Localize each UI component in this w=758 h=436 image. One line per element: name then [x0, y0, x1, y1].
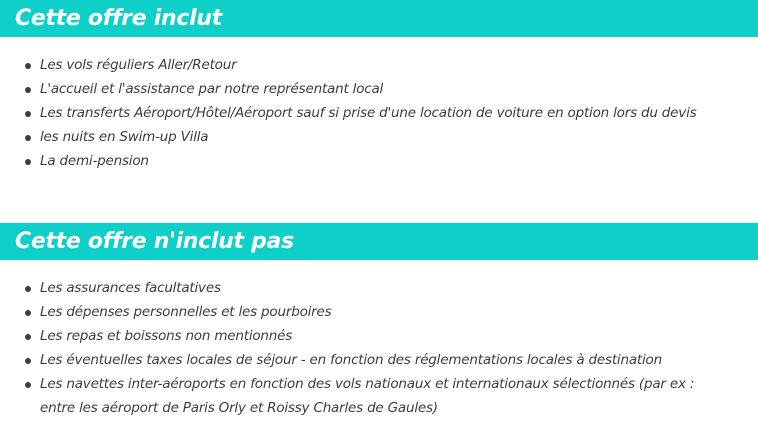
bullet-icon	[25, 63, 31, 69]
list-item	[0, 276, 758, 300]
list-item	[0, 125, 758, 149]
included-item-text: Les vols réguliers Aller/Retour	[40, 57, 237, 73]
list-item	[0, 348, 758, 372]
included-item-text: La demi-pension	[40, 153, 149, 169]
excluded-section	[0, 223, 758, 420]
excluded-item-text: Les navettes inter-aéroports en fonction des vols nationaux et internationaux sélectionnés (par ex : entre les aéroport de Paris Orly et Roissy Charles de Gaules)	[40, 376, 695, 416]
list-item	[0, 372, 758, 420]
excluded-item-text: Les dépenses personnelles et les pourboires	[40, 304, 332, 320]
included-section	[0, 0, 758, 173]
list-item	[0, 324, 758, 348]
included-item-text: Les transferts Aéroport/Hôtel/Aéroport sauf si prise d'une location de voiture en option lors du devis	[40, 105, 697, 121]
excluded-item-text: Les repas et boissons non mentionnés	[40, 328, 293, 344]
excluded-list	[0, 276, 758, 420]
included-item-text: L'accueil et l'assistance par notre représentant local	[40, 81, 384, 97]
included-item-text: les nuits en Swim-up Villa	[40, 129, 209, 145]
bullet-icon	[25, 111, 31, 117]
bullet-icon	[25, 334, 31, 340]
bullet-icon	[25, 286, 31, 292]
bullet-icon	[25, 159, 31, 165]
list-item	[0, 101, 758, 125]
list-item	[0, 300, 758, 324]
excluded-item-text: Les éventuelles taxes locales de séjour - en fonction des réglementations locales à destination	[40, 352, 662, 368]
bullet-icon	[25, 358, 31, 364]
excluded-title: Cette offre n'inclut pas	[15, 229, 294, 254]
included-list	[0, 53, 758, 173]
included-banner	[0, 0, 758, 37]
list-item	[0, 77, 758, 101]
bullet-icon	[25, 382, 31, 388]
included-title: Cette offre inclut	[15, 6, 222, 31]
bullet-icon	[25, 310, 31, 316]
bullet-icon	[25, 135, 31, 141]
bullet-icon	[25, 87, 31, 93]
list-item	[0, 53, 758, 77]
excluded-item-text: Les assurances facultatives	[40, 280, 221, 296]
list-item	[0, 149, 758, 173]
excluded-banner	[0, 223, 758, 260]
